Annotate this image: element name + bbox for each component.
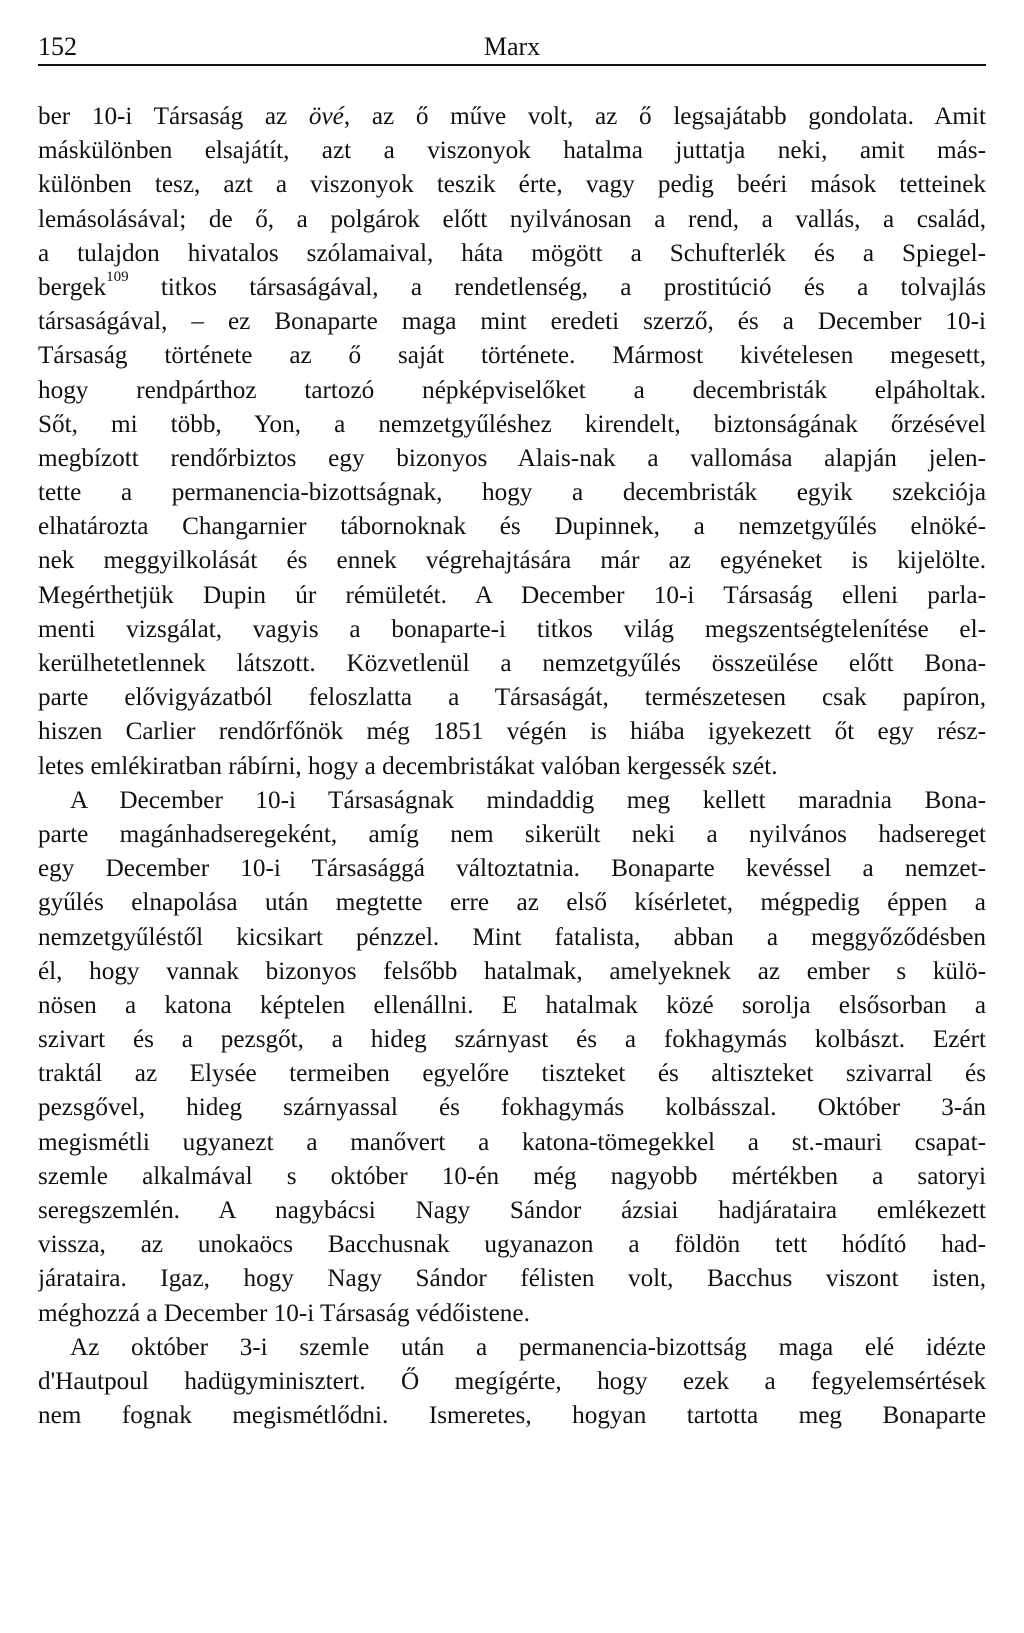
text-segment: nemzetgyűléstől kicsikart pénzzel. Mint fatalista, abban a meggyőződésben — [38, 923, 986, 951]
text-segment: Sőt, mi több, Yon, a nemzetgyűléshez kirendelt, biztonságának őrzésével — [38, 410, 986, 438]
text-segment: máskülönben elsajátít, azt a viszonyok hatalma juttatja neki, amit más- — [38, 137, 986, 165]
text-segment: , az ő műve volt, az ő legsajátabb gondolata. Amit — [343, 103, 986, 130]
text-line — [38, 1331, 986, 1365]
text-line — [38, 886, 986, 920]
text-segment: különben tesz, azt a viszonyok teszik érte, vagy pedig beéri mások tetteinek — [38, 171, 986, 199]
text-segment: járataira. Igaz, hogy Nagy Sándor félisten volt, Bacchus viszont isten, — [38, 1265, 986, 1293]
text-line — [38, 408, 986, 442]
text-line — [38, 442, 986, 476]
text-segment: él, hogy vannak bizonyos felsőbb hatalmak, amelyeknek az ember s külö- — [38, 957, 986, 985]
footnote-reference: 109 — [106, 270, 129, 285]
text-line — [38, 476, 986, 510]
text-segment: parte elővigyázatból feloszlatta a Társaságát, természetesen csak papíron, — [38, 684, 986, 712]
text-line — [38, 1160, 986, 1194]
text-segment: traktál az Elysée termeiben egyelőre tiszteket és altiszteket szivarral és — [38, 1060, 986, 1088]
text-line — [38, 1126, 986, 1160]
text-segment: hogy rendpárthoz tartozó népképviselőket a decembristák elpáholtak. — [38, 376, 986, 404]
text-line — [38, 921, 986, 955]
text-segment: szemle alkalmával s október 10-én még nagyobb mértékben a satoryi — [38, 1162, 986, 1190]
text-line — [38, 544, 986, 578]
text-segment: A December 10-i Társaságnak mindaddig meg kellett maradnia Bona- — [70, 786, 986, 814]
text-segment: pezsgővel, hideg szárnyassal és fokhagymás kolbásszal. Október 3-án — [38, 1094, 986, 1122]
text-segment: gyűlés elnapolása után megtette erre az első kísérletet, mégpedig éppen a — [38, 889, 986, 917]
text-line — [38, 237, 986, 271]
text-line — [38, 271, 986, 305]
text-segment: szivart és a pezsgőt, a hideg szárnyast és a fokhagymás kolbászt. Ezért — [38, 1026, 986, 1054]
text-segment: a tulajdon hivatalos szólamaival, háta mögött a Schufterlék és a Spiegel- — [38, 239, 986, 267]
text-segment: d'Hautpoul hadügyminisztert. Ő megígérte, hogy ezek a fegyelemsértések — [38, 1367, 986, 1395]
text-segment: Társaság története az ő saját története. Mármost kivételesen megesett, — [38, 342, 986, 370]
text-segment: Az október 3-i szemle után a permanencia-bizottság maga elé idézte — [70, 1333, 986, 1361]
text-segment: tette a permanencia-bizottságnak, hogy a decembristák egyik szekciója — [38, 479, 986, 507]
text-line — [38, 1194, 986, 1228]
text-segment: seregszemlén. A nagybácsi Nagy Sándor ázsiai hadjárataira emlékezett — [38, 1197, 986, 1224]
text-segment: titkos társaságával, a rendetlenség, a prostitúció és a tolvajlás — [128, 273, 986, 301]
text-segment: hiszen Carlier rendőrfőnök még 1851 végén is hiába igyekezett őt egy rész- — [38, 718, 986, 746]
text-line — [38, 374, 986, 408]
text-line — [38, 168, 986, 202]
text-line — [38, 750, 986, 784]
text-line — [38, 852, 986, 886]
text-segment: parte magánhadseregeként, amíg nem sikerült neki a nyilvános hadsereget — [38, 820, 986, 848]
text-line — [38, 1262, 986, 1296]
text-line — [38, 305, 986, 339]
text-segment: társaságával, – ez Bonaparte maga mint eredeti szerző, és a December 10-i — [38, 308, 986, 336]
text-line — [38, 613, 986, 647]
emphasized-text: övé — [308, 103, 344, 130]
text-segment: kerülhetetlennek látszott. Közvetlenül a nemzetgyűlés összeülése előtt Bona- — [38, 650, 986, 677]
text-segment: egy December 10-i Társasággá változtatnia. Bonaparte kevéssel a nemzet- — [38, 855, 986, 883]
text-line — [38, 715, 986, 749]
text-line — [38, 955, 986, 989]
text-line — [38, 1399, 986, 1433]
running-title: Marx — [483, 32, 541, 61]
text-line — [38, 647, 986, 681]
text-segment: nek meggyilkolását és ennek végrehajtására már az egyéneket is kijelölte. — [38, 547, 986, 575]
text-line — [38, 1297, 986, 1331]
text-segment: elhatározta Changarnier tábornoknak és Dupinnek, a nemzetgyűlés elnöké- — [38, 513, 986, 541]
text-segment: nösen a katona képtelen ellenállni. E hatalmak közé sorolja elsősorban a — [38, 991, 986, 1019]
text-segment: lemásolásával; de ő, a polgárok előtt nyilvánosan a rend, a vallás, a család, — [38, 205, 986, 233]
text-segment: menti vizsgálat, vagyis a bonaparte-i titkos világ megszentségtelenítése el- — [38, 615, 986, 643]
text-segment: Megérthetjük Dupin úr rémületét. A December 10-i Társaság elleni parla- — [38, 581, 986, 609]
text-line — [38, 1023, 986, 1057]
text-segment: nem fognak megismétlődni. Ismeretes, hogyan tartotta meg Bonaparte — [38, 1402, 986, 1430]
text-segment: vissza, az unokaöcs Bacchusnak ugyanazon a földön tett hódító had- — [38, 1231, 986, 1259]
text-line — [38, 100, 986, 134]
text-line — [38, 203, 986, 237]
text-line — [38, 339, 986, 373]
text-line — [38, 1228, 986, 1262]
text-line — [38, 818, 986, 852]
text-segment: megismétli ugyanezt a manővert a katona-tömegekkel a st.-mauri csapat- — [38, 1128, 986, 1156]
text-line — [38, 510, 986, 544]
text-line — [38, 681, 986, 715]
text-segment: megbízott rendőrbiztos egy bizonyos Alais-nak a vallomása alapján jelen- — [38, 444, 986, 472]
text-line — [38, 784, 986, 818]
text-line — [38, 1091, 986, 1125]
page-number: 152 — [38, 32, 77, 61]
text-segment: ber 10-i Társaság az — [38, 103, 309, 130]
text-segment: bergek — [38, 273, 107, 301]
text-line — [38, 989, 986, 1023]
text-segment: méghozzá a December 10-i Társaság védőistene. — [38, 1299, 530, 1327]
page-header — [38, 28, 986, 66]
text-line — [38, 579, 986, 613]
text-line — [38, 1057, 986, 1091]
text-line — [38, 134, 986, 168]
text-segment: letes emlékiratban rábírni, hogy a decembristákat valóban kergessék szét. — [38, 752, 778, 780]
text-line — [38, 1365, 986, 1399]
body-text — [38, 100, 986, 1433]
